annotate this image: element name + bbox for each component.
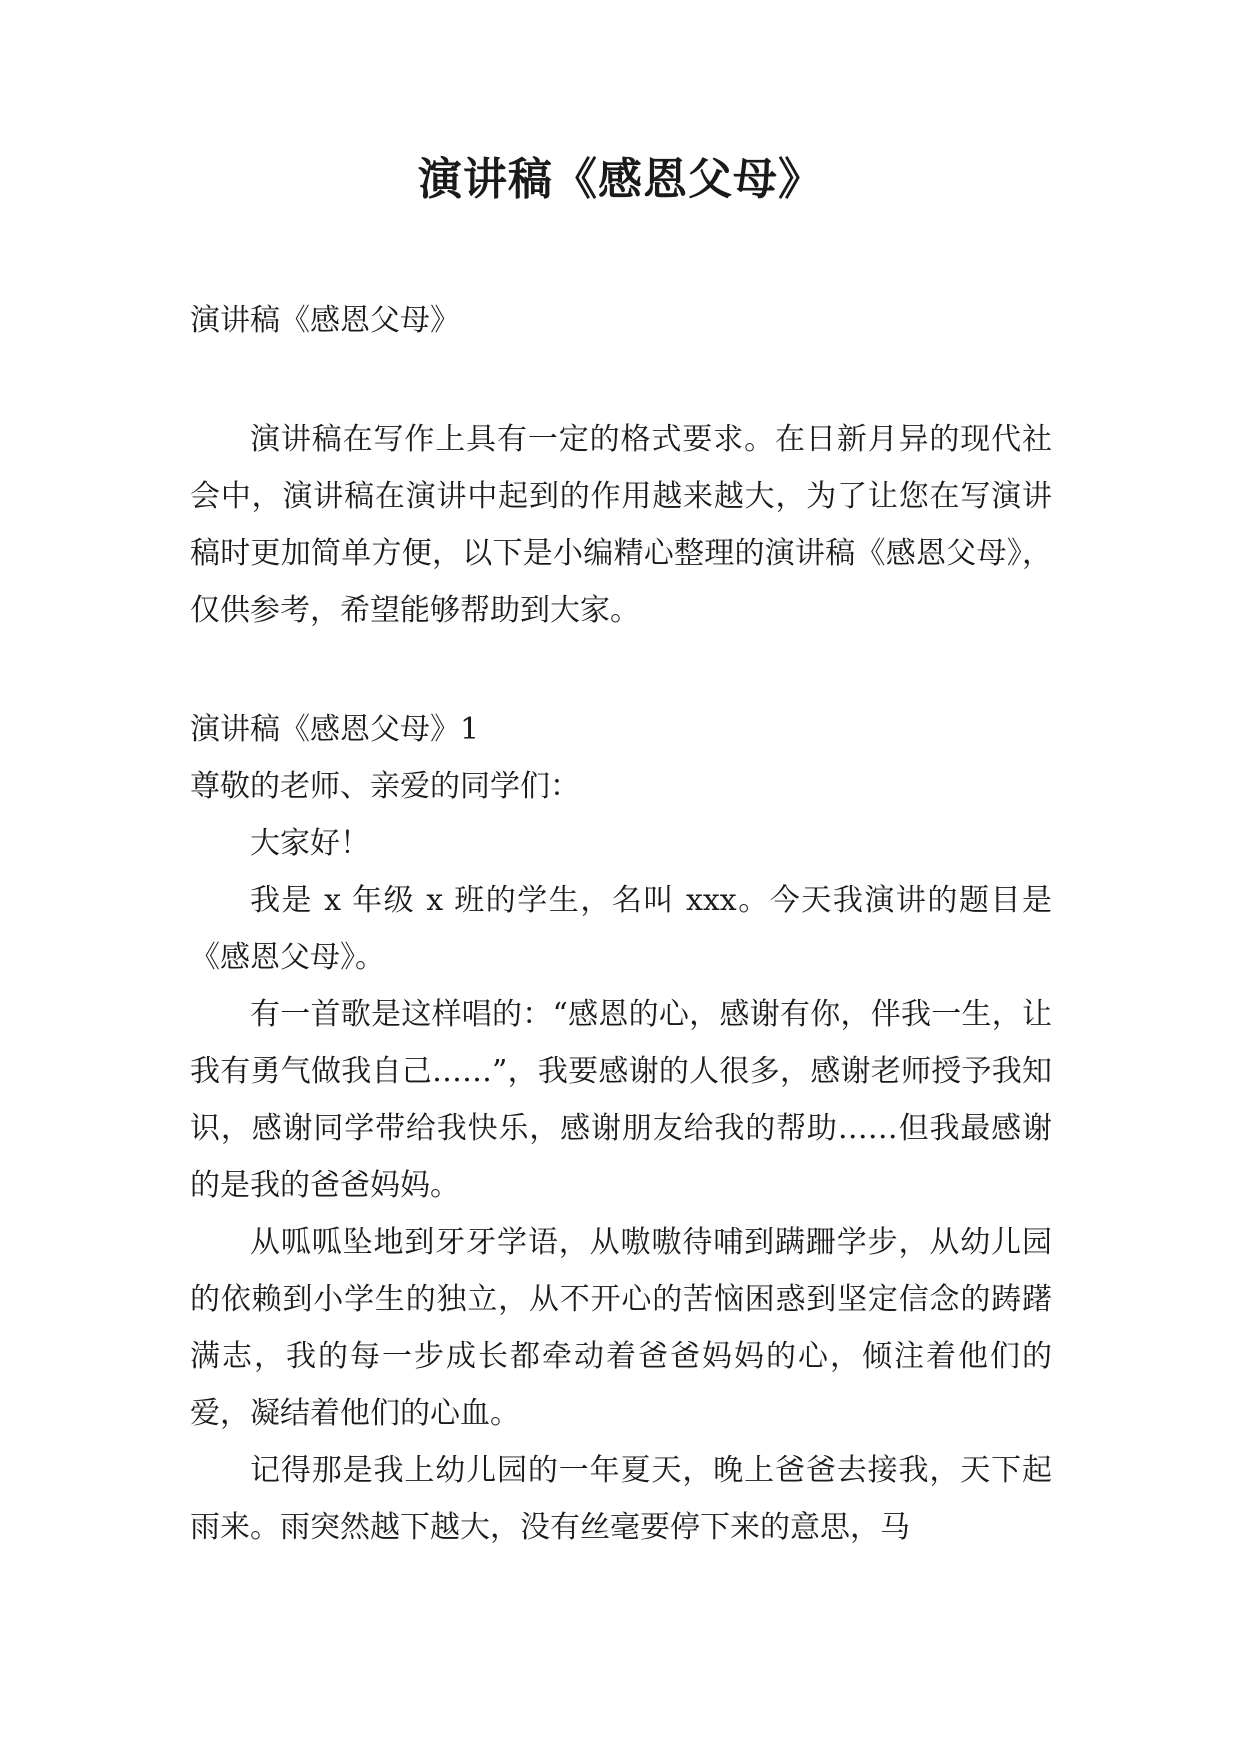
document-subtitle: 演讲稿《感恩父母》 [190,303,460,338]
section-heading: 演讲稿《感恩父母》1 [190,712,480,747]
body-paragraph: 我是 x 年级 x 班的学生，名叫 xxx。今天我演讲的题目是《感恩父母》。 [190,883,1052,975]
greeting: 大家好！ [250,826,370,861]
body-paragraph: 有一首歌是这样唱的：“感恩的心，感谢有你，伴我一生，让我有勇气做我自己……”，我要感谢的人很多，感谢老师授予我知识，感谢同学带给我快乐，感谢朋友给我的帮助……但我最感谢的是我的爸爸妈妈。 [190,997,1052,1203]
body-paragraph: 记得那是我上幼儿园的一年夏天，晚上爸爸去接我，天下起雨来。雨突然越下越大，没有丝毫要停下来的意思，马 [190,1453,1052,1545]
salutation: 尊敬的老师、亲爱的同学们： [190,769,580,804]
document-body [190,292,1052,1556]
intro-paragraph: 演讲稿在写作上具有一定的格式要求。在日新月异的现代社会中，演讲稿在演讲中起到的作用越来越大，为了让您在写演讲稿时更加简单方便，以下是小编精心整理的演讲稿《感恩父母》，仅供参考，希望能够帮助到大家。 [190,422,1052,628]
body-paragraph: 从呱呱坠地到牙牙学语，从嗷嗷待哺到蹒跚学步，从幼儿园的依赖到小学生的独立，从不开心的苦恼困惑到坚定信念的踌躇满志，我的每一步成长都牵动着爸爸妈妈的心，倾注着他们的爱，凝结着他们的心血。 [190,1225,1052,1431]
document-title: 演讲稿《感恩父母》 [418,154,823,205]
